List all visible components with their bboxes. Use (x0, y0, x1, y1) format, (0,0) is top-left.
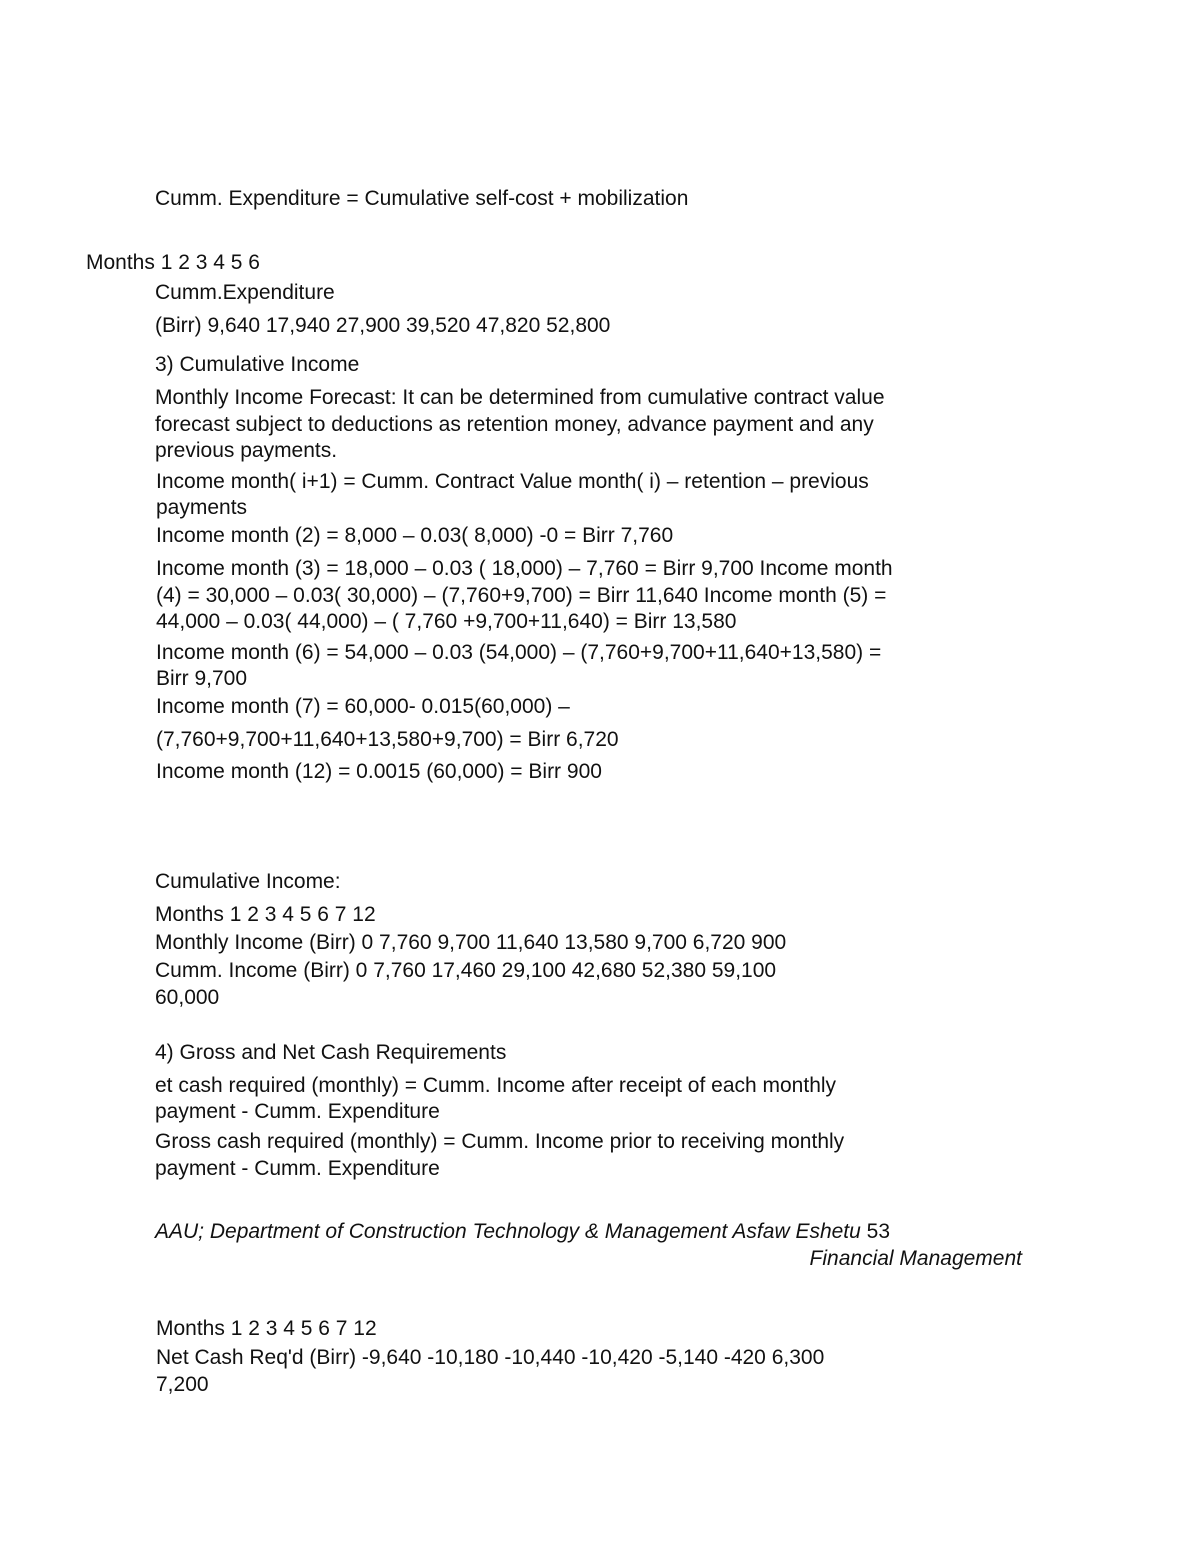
cumulative-income-heading: Cumulative Income: (155, 870, 341, 893)
section-heading-cash-requirements: 4) Gross and Net Cash Requirements (155, 1041, 507, 1064)
net-cash-months: Months 1 2 3 4 5 6 7 12 (156, 1317, 377, 1340)
footer-department: AAU; Department of Construction Technology & Management Asfaw Eshetu (155, 1220, 861, 1243)
gross-cash-definition: payment - Cumm. Expenditure (155, 1157, 440, 1180)
cumm-expenditure-label: Cumm.Expenditure (155, 281, 335, 304)
net-cash-values: 7,200 (156, 1373, 209, 1396)
gross-cash-definition: Gross cash required (monthly) = Cumm. Income prior to receiving monthly (155, 1130, 845, 1153)
page-number: 53 (866, 1220, 891, 1243)
cumulative-income-months: Months 1 2 3 4 5 6 7 12 (155, 903, 376, 926)
cumm-income-row: 60,000 (155, 986, 220, 1009)
net-cash-definition: payment - Cumm. Expenditure (155, 1100, 440, 1123)
income-general-formula: payments (156, 496, 248, 519)
cumm-expenditure-formula: Cumm. Expenditure = Cumulative self-cost + mobilization (155, 187, 689, 210)
net-cash-values: Net Cash Req'd (Birr) -9,640 -10,180 -10,440 -10,420 -5,140 -420 6,300 (156, 1346, 825, 1369)
section-heading-cumulative-income: 3) Cumulative Income (155, 353, 360, 376)
net-cash-definition: et cash required (monthly) = Cumm. Income after receipt of each monthly (155, 1074, 837, 1097)
income-general-formula: Income month( i+1) = Cumm. Contract Value month( i) – retention – previous (156, 470, 869, 493)
monthly-income-row: Monthly Income (Birr) 0 7,760 9,700 11,640 13,580 9,700 6,720 900 (155, 931, 787, 954)
months-row: Months 1 2 3 4 5 6 (86, 251, 260, 274)
income-month-3-5: Income month (3) = 18,000 – 0.03 ( 18,000) – 7,760 = Birr 9,700 Income month (156, 557, 893, 580)
income-month-2: Income month (2) = 8,000 – 0.03( 8,000) -0 = Birr 7,760 (156, 524, 674, 547)
cumm-income-row: Cumm. Income (Birr) 0 7,760 17,460 29,100 42,680 52,380 59,100 (155, 959, 777, 982)
income-month-7: (7,760+9,700+11,640+13,580+9,700) = Birr 6,720 (156, 728, 619, 751)
income-month-6: Income month (6) = 54,000 – 0.03 (54,000) – (7,760+9,700+11,640+13,580) = (156, 641, 882, 664)
income-month-3-5: 44,000 – 0.03( 44,000) – ( 7,760 +9,700+11,640) = Birr 13,580 (156, 610, 737, 633)
income-month-12: Income month (12) = 0.0015 (60,000) = Birr 900 (156, 760, 602, 783)
forecast-paragraph-line: previous payments. (155, 439, 338, 462)
cumm-expenditure-values: (Birr) 9,640 17,940 27,900 39,520 47,820 52,800 (155, 314, 611, 337)
page-footer (155, 1219, 890, 1245)
forecast-paragraph-line: forecast subject to deductions as retention money, advance payment and any (155, 413, 874, 436)
income-month-6: Birr 9,700 (156, 667, 248, 690)
footer-title: Financial Management (809, 1247, 1022, 1270)
income-month-3-5: (4) = 30,000 – 0.03( 30,000) – (7,760+9,700) = Birr 11,640 Income month (5) = (156, 584, 887, 607)
income-month-7: Income month (7) = 60,000- 0.015(60,000) – (156, 695, 570, 718)
forecast-paragraph-line: Monthly Income Forecast: It can be determined from cumulative contract value (155, 386, 885, 409)
